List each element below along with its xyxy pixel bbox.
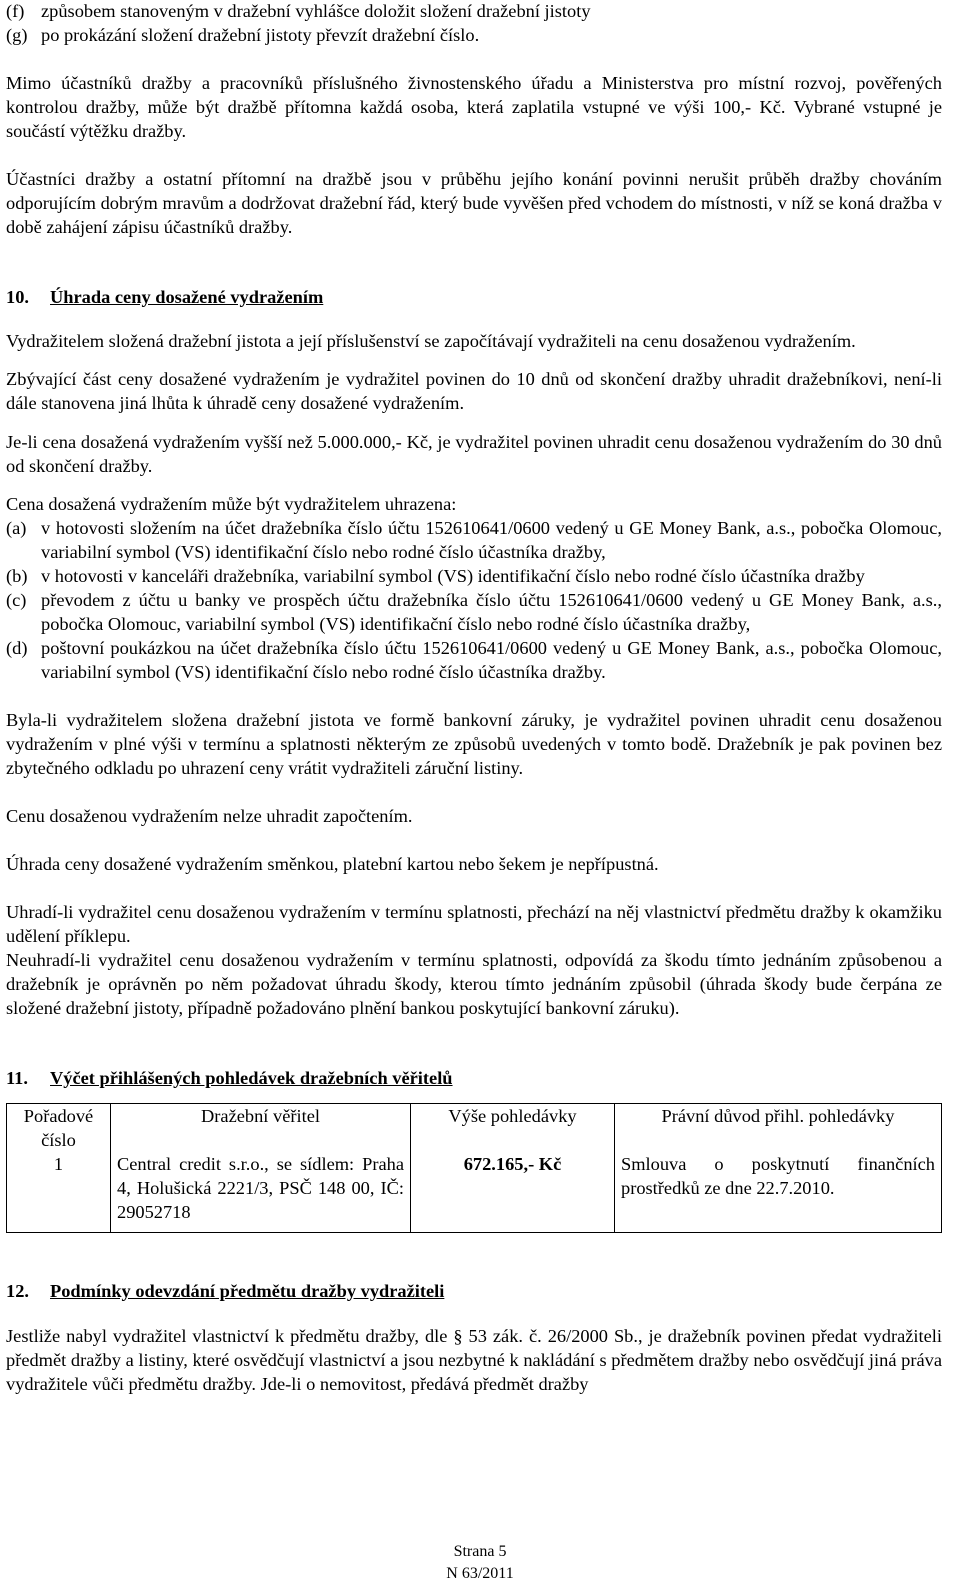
paragraph: Zbývající část ceny dosažené vydražením je vydražitel povinen do 10 dnů od skončení dražby uhradit dražebníkovi, není-li dále stanovena jiná lhůta k úhradě ceny dosažené vydražením. [6,369,942,413]
section-number: 10. [6,287,29,307]
list-item-text: poštovní poukázkou na účet dražebníka číslo účtu 152610641/0600 vedený u GE Money Bank, a.s., pobočka Olomouc, variabilní symbol (VS) identifikační číslo nebo rodné číslo účastníka dražby. [41,638,942,682]
page-footer [0,1541,960,1585]
list-item-label: (f) [6,1,25,21]
paragraph: Je-li cena dosažená vydražením vyšší než 5.000.000,- Kč, je vydražitel povinen uhradit cenu dosaženou vydražením do 30 dnů od skončení dražby. [6,432,942,476]
paragraph: Cenu dosaženou vydražením nelze uhradit započtením. [6,806,413,826]
list-item-label: (b) [6,566,28,586]
paragraph: Jestliže nabyl vydražitel vlastnictví k předmětu dražby, dle § 53 zák. č. 26/2000 Sb., je dražebník povinen předat vydražiteli předmět dražby a listiny, které osvědčují vlastnictví a jsou nezbytné k nakládání s předmětem dražby nebo osvědčují jiná práva vydražitele vůči předmětu dražby. Jde-li o nemovitost, předává předmět dražby [6,1326,942,1394]
list-item [6,23,942,47]
list-item [6,588,942,636]
paragraph-attendance: Mimo účastníků dražby a pracovníků příslušného živnostenského úřadu a Ministerstva pro místní rozvoj, pověřených kontrolou dražby, může být dražbě přítomna každá osoba, která zaplatila vstupné ve výši 100,- Kč. Vybrané vstupné je součástí výtěžku dražby. [6,73,942,141]
document-reference: N 63/2011 [446,1565,514,1582]
list-item [6,516,942,564]
section-heading [6,1279,942,1303]
section-number: 12. [6,1281,29,1301]
table-header-row [7,1104,942,1153]
list-item-text: způsobem stanoveným v dražební vyhlášce doložit složení dražební jistoty [41,1,591,21]
list-item-text: v hotovosti složením na účet dražebníka číslo účtu 152610641/0600 vedený u GE Money Bank, a.s., pobočka Olomouc, variabilní symbol (VS) identifikační číslo nebo rodné číslo účastníka dražby, [41,518,942,562]
table-header-cell: Výše pohledávky [411,1104,615,1153]
table-header-cell: Právní důvod přihl. pohledávky [615,1104,942,1153]
table-cell: Central credit s.r.o., se sídlem: Praha 4, Holušická 2221/3, PSČ 148 00, IČ: 29052718 [111,1152,411,1233]
list-item [6,636,942,684]
paragraph: Vydražitelem složená dražební jistota a její příslušenství se započítávají vydražiteli na cenu dosaženou vydražením. [6,331,856,351]
table-row [7,1152,942,1233]
table-header-cell: Pořadové číslo [7,1104,111,1153]
list-item-label: (a) [6,518,27,538]
list-item-label: (c) [6,590,27,610]
list-item-text: po prokázání složení dražební jistoty převzít dražební číslo. [41,25,480,45]
paragraph-conduct: Účastníci dražby a ostatní přítomní na dražbě jsou v průběhu jejího konání povinni nerušit průběh dražby chováním odporujícím dobrým mravům a dodržovat dražební řád, který bude vyvěšen před vchodem do místnosti, v níž se koná dražba v době zahájení zápisu účastníků dražby. [6,169,942,237]
section-number: 11. [6,1068,28,1088]
document-page [6,0,942,1396]
paragraph: Uhradí-li vydražitel cenu dosaženou vydražením v termínu splatnosti, přechází na něj vlastnictví předmětu dražby k okamžiku udělení příklepu. [6,902,942,946]
list-item-text: převodem z účtu u banky ve prospěch účtu dražebníka číslo účtu 152610641/0600 vedený u GE Money Bank, a.s., pobočka Olomouc, variabilní symbol (VS) identifikační číslo nebo rodné číslo účastníka dražby, [41,590,942,634]
table-cell: 1 [7,1152,111,1233]
section-heading [6,1066,942,1090]
list-item-text: v hotovosti v kanceláři dražebníka, variabilní symbol (VS) identifikační číslo nebo rodné číslo účastníka dražby [41,566,865,586]
section-title: Úhrada ceny dosažené vydražením [50,287,324,307]
paragraph: Byla-li vydražitelem složena dražební jistota ve formě bankovní záruky, je vydražitel povinen uhradit cenu dosaženou vydražením v plné výši v termínu a splatnosti některým ze způsobů uvedených v tomto bodě. Dražebník je pak povinen bez zbytečného odkladu po uhrazení ceny vrátit vydražiteli záruční listiny. [6,710,942,778]
section-title: Výčet přihlášených pohledávek dražebních věřitelů [50,1068,453,1088]
section-heading [6,285,942,309]
table-header-cell: Dražební věřitel [111,1104,411,1153]
list-item [6,0,942,23]
list-item [6,564,942,588]
table-cell: 672.165,- Kč [411,1152,615,1233]
table-cell: Smlouva o poskytnutí finančních prostředků ze dne 22.7.2010. [615,1152,942,1233]
payment-intro: Cena dosažená vydražením může být vydražitelem uhrazena: [6,494,457,514]
page-number: Strana 5 [453,1543,507,1560]
section-title: Podmínky odevzdání předmětu dražby vydražiteli [50,1281,445,1301]
paragraph: Úhrada ceny dosažené vydražením směnkou, platební kartou nebo šekem je nepřípustná. [6,854,659,874]
list-item-label: (d) [6,638,28,658]
paragraph: Neuhradí-li vydražitel cenu dosaženou vydražením v termínu splatnosti, odpovídá za škodu tímto jednáním způsobenou a dražebník je oprávněn po něm požadovat úhradu škody, kterou tímto jednáním způsobil (úhrada škody bude čerpána ze složené dražební jistoty, případně požadováno plnění bankou poskytující bankovní záruku). [6,950,942,1018]
list-item-label: (g) [6,25,28,45]
claims-table [6,1103,942,1233]
